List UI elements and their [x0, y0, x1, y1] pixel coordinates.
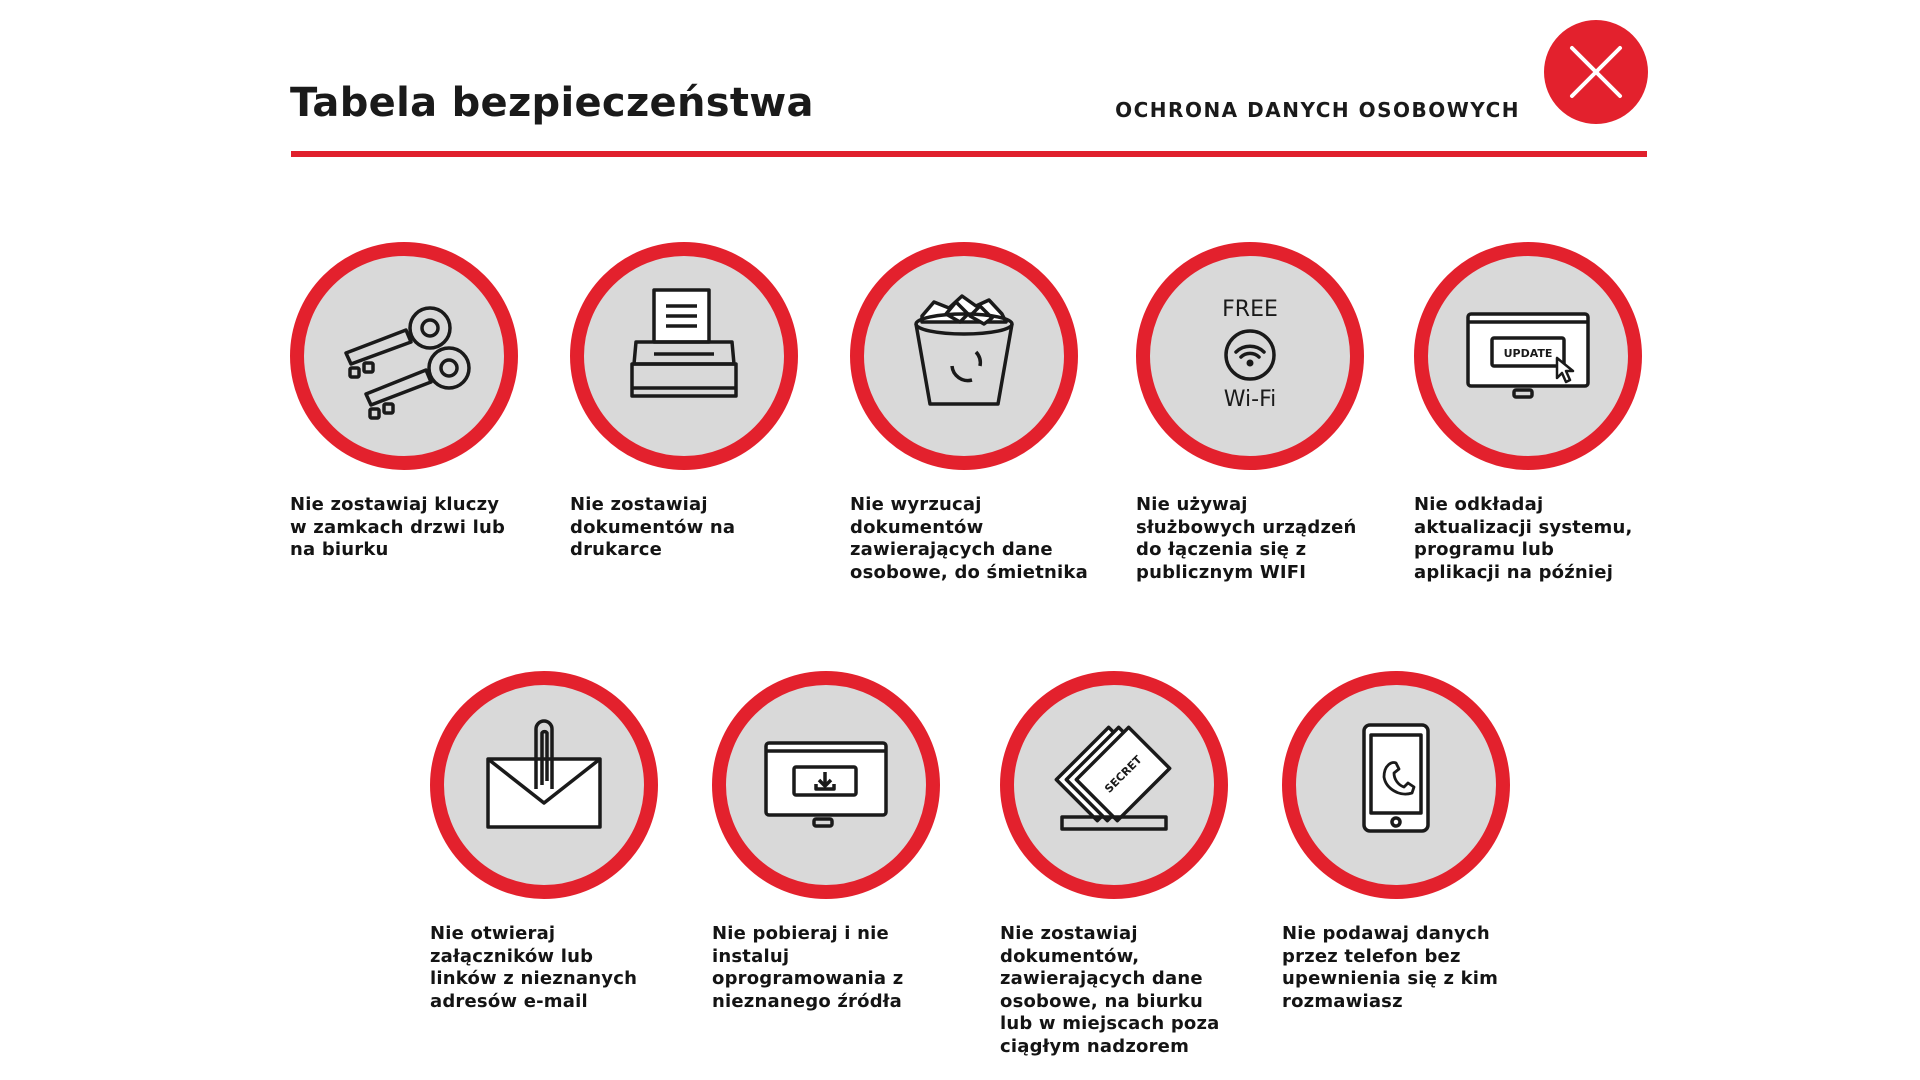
icon-circle — [1282, 671, 1510, 899]
rule-card-trash — [850, 242, 1090, 584]
card-caption: Nie zostawiaj dokumentów na drukarce — [570, 494, 736, 560]
card-caption: Nie otwieraj załączników lub linków z nieznanych adresów e-mail — [430, 923, 638, 1012]
monitor-update-icon — [1428, 256, 1628, 456]
icon-circle — [430, 671, 658, 899]
close-icon — [1544, 20, 1648, 124]
keys-icon — [304, 256, 504, 456]
icon-circle — [850, 242, 1078, 470]
secret-text: SECRET — [1102, 753, 1145, 796]
rule-card-secret — [1000, 671, 1240, 1058]
icon-circle — [1414, 242, 1642, 470]
icon-circle — [712, 671, 940, 899]
rule-card-download — [712, 671, 952, 1013]
card-caption: Nie zostawiaj dokumentów, zawierających dane osobowe, na biurku lub w miejscach poza ciągłym nadzorem — [1000, 923, 1220, 1057]
rule-card-wifi — [1136, 242, 1376, 584]
header-divider — [291, 151, 1647, 157]
free-wifi-icon — [1150, 256, 1350, 456]
card-caption: Nie używaj służbowych urządzeń do łączenia się z publicznym WIFI — [1136, 494, 1357, 583]
envelope-attachment-icon — [444, 685, 644, 885]
page-subtitle: OCHRONA DANYCH OSOBOWYCH — [1115, 98, 1520, 122]
monitor-download-icon — [726, 685, 926, 885]
icon-circle — [570, 242, 798, 470]
rule-card-update — [1414, 242, 1654, 584]
rule-card-keys — [290, 242, 530, 562]
printer-icon — [584, 256, 784, 456]
rule-card-printer — [570, 242, 810, 562]
card-caption: Nie wyrzucaj dokumentów zawierających dane osobowe, do śmietnika — [850, 494, 1088, 583]
card-caption: Nie pobieraj i nie instaluj oprogramowania z nieznanego źródła — [712, 923, 904, 1012]
wifi-label-text: Wi-Fi — [1223, 387, 1277, 412]
card-caption: Nie odkładaj aktualizacji systemu, programu lub aplikacji na później — [1414, 494, 1633, 583]
close-button[interactable] — [1544, 20, 1648, 124]
trash-bin-icon — [864, 256, 1064, 456]
card-caption: Nie podawaj danych przez telefon bez upewnienia się z kim rozmawiasz — [1282, 923, 1499, 1012]
secret-documents-icon — [1014, 685, 1214, 885]
icon-circle — [290, 242, 518, 470]
update-text: UPDATE — [1503, 347, 1553, 360]
card-caption: Nie zostawiaj kluczy w zamkach drzwi lub na biurku — [290, 494, 506, 560]
page-title: Tabela bezpieczeństwa — [290, 80, 814, 126]
icon-circle — [1000, 671, 1228, 899]
rule-card-phone — [1282, 671, 1522, 1013]
smartphone-call-icon — [1296, 685, 1496, 885]
wifi-free-text: FREE — [1222, 297, 1278, 322]
icon-circle — [1136, 242, 1364, 470]
rule-card-email — [430, 671, 670, 1013]
